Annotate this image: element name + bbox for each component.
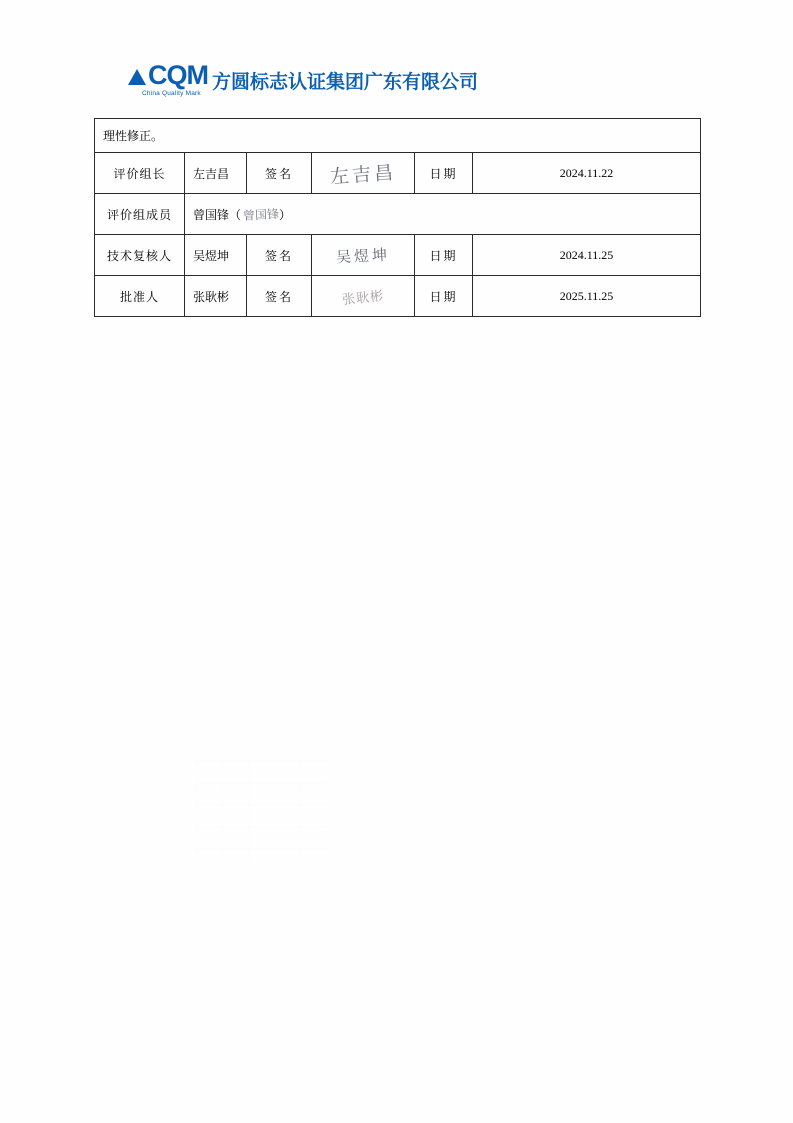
person-name: 吴煜坤	[185, 235, 247, 276]
signature-cell	[312, 153, 415, 194]
table-row	[95, 235, 701, 276]
note-text: 理性修正。	[95, 119, 701, 153]
table-row	[95, 276, 701, 317]
date-value: 2025.11.25	[473, 276, 701, 317]
signature-cell	[312, 235, 415, 276]
role-label: 评价组长	[95, 153, 185, 194]
signature-cell	[312, 276, 415, 317]
logo-subtitle: China Quality Mark	[142, 90, 201, 97]
handwritten-signature: 吴煜坤	[335, 245, 391, 266]
signature-label: 签名	[247, 276, 312, 317]
role-label: 评价组成员	[95, 194, 185, 235]
member-name-cell	[185, 194, 701, 235]
date-label: 日期	[415, 276, 473, 317]
name-suffix: ）	[279, 207, 292, 222]
logo-row	[128, 62, 208, 89]
scan-artifact	[196, 760, 326, 870]
signature-label: 签名	[247, 153, 312, 194]
table-row-note	[95, 119, 701, 153]
person-name: 左吉昌	[185, 153, 247, 194]
handwritten-signature: 曾国锋	[242, 206, 280, 223]
date-label: 日期	[415, 153, 473, 194]
table-row	[95, 194, 701, 235]
document-header	[128, 62, 478, 97]
date-value: 2024.11.22	[473, 153, 701, 194]
table-row	[95, 153, 701, 194]
person-name: 张耿彬	[185, 276, 247, 317]
company-name: 方圆标志认证集团广东有限公司	[212, 72, 479, 93]
role-label: 技术复核人	[95, 235, 185, 276]
date-label: 日期	[415, 235, 473, 276]
handwritten-signature: 张耿彬	[341, 288, 385, 308]
handwritten-signature: 左吉昌	[329, 161, 397, 188]
signature-label: 签名	[247, 235, 312, 276]
approval-table	[94, 118, 701, 317]
triangle-icon	[128, 69, 146, 85]
role-label: 批准人	[95, 276, 185, 317]
person-name: 曾国锋（	[193, 207, 242, 222]
logo-text: CQM	[148, 60, 208, 90]
cqm-logo	[128, 62, 208, 97]
date-value: 2024.11.25	[473, 235, 701, 276]
